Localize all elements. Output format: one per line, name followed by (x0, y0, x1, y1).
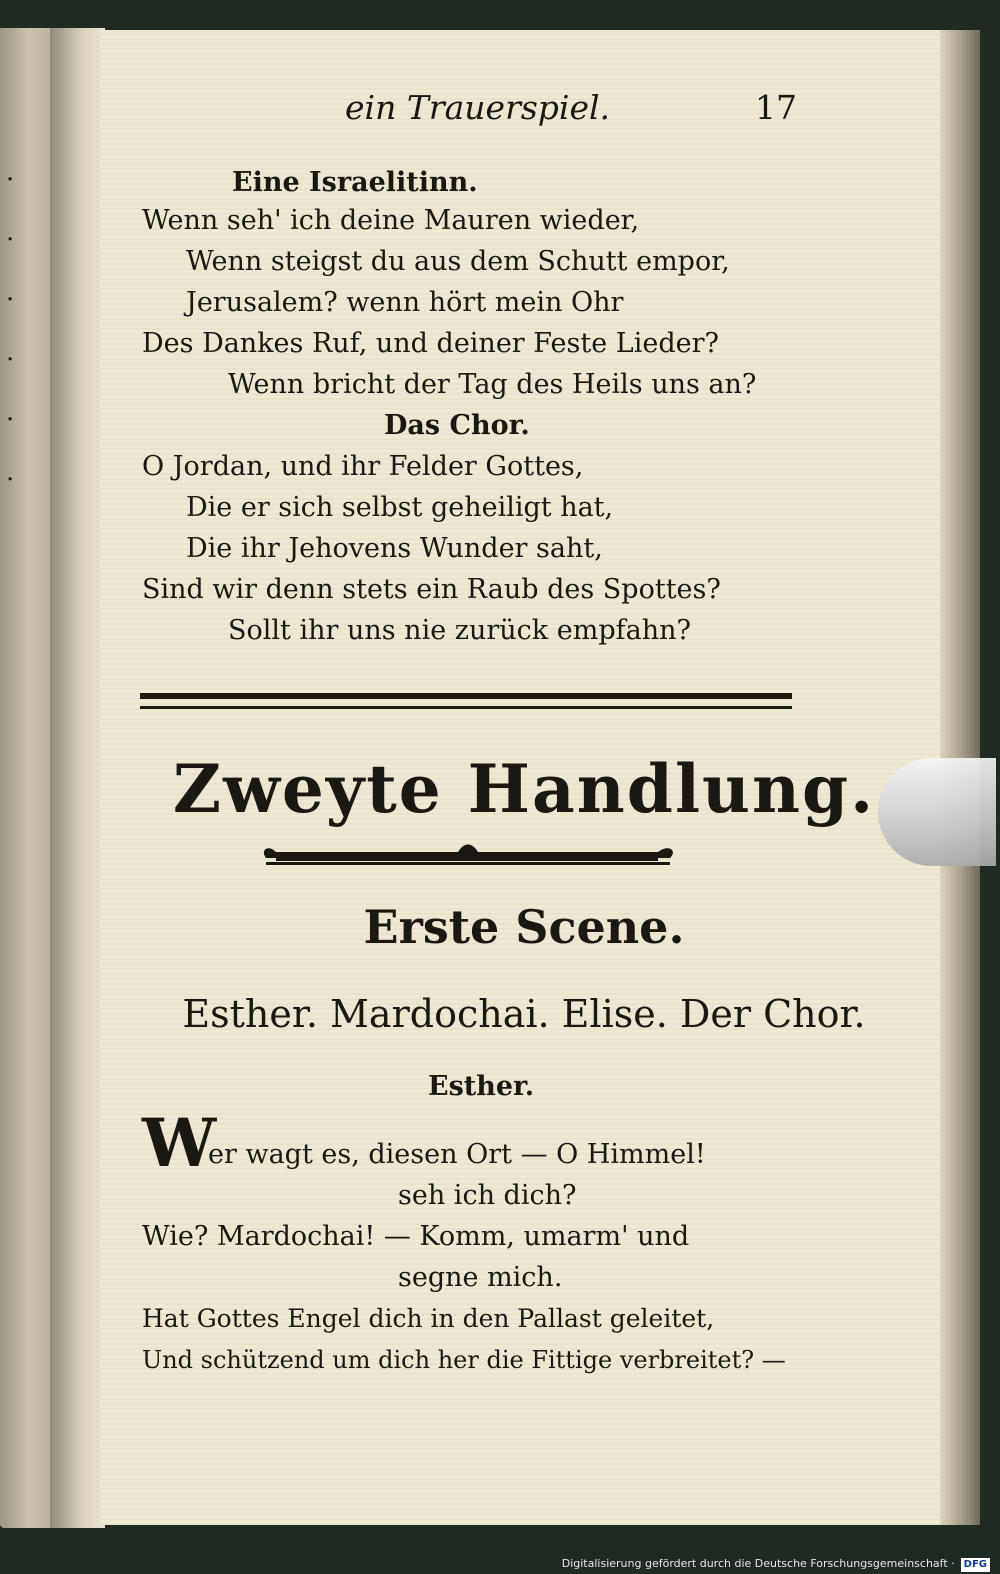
verse-line: O Jordan, und ihr Felder Gottes, (142, 451, 584, 482)
verse-line: Die er sich selbst geheiligt hat, (186, 492, 614, 523)
verse-line: Wie? Mardochai! — Komm, umarm' und (142, 1221, 690, 1252)
page-header (100, 88, 948, 128)
cast-list: Esther. Mardochai. Elise. Der Chor. (182, 992, 866, 1036)
speaker-label: Eine Israelitinn. (232, 167, 478, 198)
left-page-marks: · · · · · · (6, 165, 15, 495)
ornament-divider (258, 840, 678, 874)
verse-line: Wenn bricht der Tag des Heils uns an? (228, 369, 757, 400)
verse-line: Sollt ihr uns nie zurück empfahn? (228, 615, 691, 646)
verse-line: er wagt es, diesen Ort — O Himmel! (208, 1139, 706, 1170)
footer-text: Digitalisierung gefördert durch die Deutsche Forschungsgemeinschaft · (561, 1557, 955, 1570)
verse-line: Hat Gottes Engel dich in den Pallast geleitet, (142, 1304, 715, 1333)
act-title: Zweyte Handlung. (172, 750, 876, 828)
verse-line: segne mich. (398, 1262, 563, 1293)
digitization-footer (0, 1554, 1000, 1574)
speaker-label: Esther. (428, 1071, 535, 1102)
verse-line: Sind wir denn stets ein Raub des Spottes? (142, 574, 721, 605)
scene-title: Erste Scene. (363, 900, 685, 954)
verse-line: Jerusalem? wenn hört mein Ohr (186, 287, 624, 318)
verse-line: seh ich dich? (398, 1180, 577, 1211)
page-clip (878, 758, 996, 866)
dfg-logo: DFG (961, 1558, 990, 1572)
section-divider (140, 693, 792, 709)
speaker-label: Das Chor. (384, 410, 530, 441)
verse-line: Und schützend um dich her die Fittige verbreitet? — (142, 1346, 786, 1374)
page-number: 17 (755, 88, 797, 127)
drop-cap: W (142, 1104, 217, 1182)
running-head: ein Trauerspiel. (345, 88, 611, 127)
verse-line: Wenn steigst du aus dem Schutt empor, (186, 246, 730, 277)
book-gutter (50, 28, 105, 1528)
verse-line: Die ihr Jehovens Wunder saht, (186, 533, 603, 564)
verse-line: Wenn seh' ich deine Mauren wieder, (142, 205, 640, 236)
verse-line: Des Dankes Ruf, und deiner Feste Lieder? (142, 328, 719, 359)
